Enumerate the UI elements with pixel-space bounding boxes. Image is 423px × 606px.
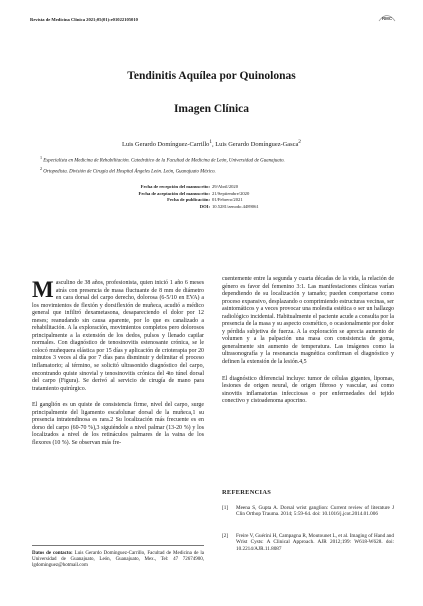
date-label: Fecha de publicación:: [167, 197, 210, 203]
author-2-sup: 2: [298, 139, 301, 145]
footnote-text: Luis Gerardo Domínguez-Carrillo, Facultad de Medicina de la Universidad de Guanajuato, León, Guanajuato, Mex., Tel: 47 72674900, lgdominguez@hotmail.com: [32, 551, 205, 569]
doi: [0, 204, 423, 211]
date-value: 21/Septiembre/2020: [212, 190, 250, 196]
article-title: Tendinitis Aquílea por Quinolonas: [127, 70, 296, 82]
drop-cap: M: [32, 277, 54, 302]
author-1-sup: 1: [209, 139, 213, 145]
author-line: [0, 139, 423, 148]
reference-number: [2]: [222, 533, 229, 539]
author-separator: ,: [212, 141, 216, 149]
affiliation-1-sup: 1: [40, 155, 43, 160]
date-value: 01/Febrero/2021: [212, 197, 243, 203]
running-head: Revista de Medicina Clínica 2021;05(01):e01022105010: [30, 17, 138, 22]
affiliation-2-text: Ortopedista. División de Cirugía del Hospital Ángeles León. León, Guanajuato México.: [42, 169, 216, 175]
paragraph-4: El diagnóstico diferencial incluye: tumor de células gigantes, lipomas, lesiones de origen neural, de origen fibroso y vascular, así como sinovitis inflamatorias infecciosas o por enfermedades del tejido conectivo y cistoadenoma apocrino.: [222, 375, 394, 405]
logo-text: RMC: [382, 16, 392, 21]
author-2: Luis Gerardo Domínguez-Gasca: [215, 141, 299, 149]
contact-footnote: [32, 551, 204, 570]
affiliation-1: [40, 155, 400, 165]
article-subtitle: Imagen Clínica: [173, 103, 250, 115]
affiliation-2-sup: 2: [40, 166, 43, 171]
affiliation-2: [40, 166, 400, 176]
date-received: [0, 184, 423, 191]
references-heading: REFERENCIAS: [222, 489, 272, 496]
reference-item: [222, 505, 394, 518]
date-accepted: [0, 191, 423, 198]
right-column: [222, 276, 394, 406]
footnote-divider: [32, 545, 204, 546]
paragraph-2: El ganglión es un quiste de consistencia firme, nivel del carpo, surge principalmente del ligamento escafolunar dorsal de la muñeca,1 su presencia intratendinosa es rara.2 Su localización más frecuente es en dorso del carpo (60-70 %),3 siguiéndole a nivel palmar (13-20 %) y los localizados a nivel de los retináculos palmares de la vaina de los flexores (10 %). Se observan más fre-: [32, 402, 204, 446]
journal-logo: [378, 12, 396, 25]
doi-value[interactable]: 10.5281/zenodo.4489061: [212, 204, 259, 210]
reference-text: Freire V, Guérini H, Campagna R, Moutounet L, et al. Imaging of Hand and Wrist Cysts: A Clinical Approach. AJR 2012;199: W618-W628. doi: 10.2214/AJR.11.8087: [236, 533, 394, 552]
reference-item: [222, 533, 394, 552]
date-label: Fecha de aceptación del manuscrito:: [138, 190, 210, 196]
paragraph-1: asculino de 38 años, profesionista, quien inició 1 año 6 meses atrás con presencia de masa fluctuante de 8 mm de diámetro en cara dorsal del carpo derecho, dolorosa (6-5/10 en EVA) a los movimientos de flexión y dorsiflexión de muñeca, acudió a médico general que infiltró dexametasona, desapareciendo el dolor por 12 meses; reanudando sin causa aparente, por lo que es canalizado a rehabilitación. A la exploración, movimientos completos pero dolorosos principalmente a la extensión de los dedos, pulsos y llenado capilar normales. Con diagnóstico de tenosinovitis estenosante crónica, se le colocó muñequera elástica por 15 días y aplicación de crioterapia por 20 minutos 3 veces al día por 7 días para disminuir y delimitar el proceso inflamatorio; al término, se solicitó ultrasonido diagnóstico del carpo, encontrando quiste sinovial y tenosinovitis crónica del 4to túnel dorsal del carpo (Figura). Se derivó al servicio de cirugía de mano para tratamiento quirúrgico.: [32, 280, 204, 392]
doi-label: DOI:: [199, 204, 210, 210]
date-value: 29/Abril/2020: [212, 184, 239, 189]
footnote-label: Datos de contacto:: [32, 551, 73, 556]
reference-text: Meena S, Gupta A. Dorsal wrist ganglion: Current review of literature J Clin Orthop Trauma. 2014; 5:59-64. doi: 10.1016/j.jcot.2014.01.006: [236, 505, 394, 518]
paragraph-3: cuentemente entre la segunda y cuarta décadas de la vida, la relación de género es favor del femenino 3:1. Las manifestaciones clínicas varían dependiendo de su localización y tamaño; pueden comportarse como proceso expansivo, desplazando o comprimiendo estructuras vecinas, ser asintomáticos y a veces provocar una molestia estética o ser un hallazgo radiológico incidental. Habitualmente el paciente acude a consulta por la presencia de la masa y su aspecto cosmético, o ocasionalmente por dolor y pérdida subjetiva de fuerza. A la exploración se aprecia aumento de volumen y a la palpación una masa con consistencia de goma, generalmente sin aumento de temperatura. Las imágenes como la ultrasonografía y la resonancia magnética confirman el diagnóstico y definen la extensión de la lesión.4,5: [222, 276, 394, 366]
author-1: Luis Gerardo Domínguez-Carrillo: [122, 141, 210, 149]
date-label: Fecha de recepción del manuscrito:: [140, 184, 210, 189]
left-column: [32, 277, 204, 447]
reference-number: [1]: [222, 505, 229, 511]
date-published: [0, 197, 423, 204]
manuscript-dates: [0, 184, 423, 211]
affiliation-1-text: Especialista en Medicina de Rehabilitación. Catedrático de la Facultad de Medicina de León, Universidad de Guanajuato.: [42, 158, 285, 164]
